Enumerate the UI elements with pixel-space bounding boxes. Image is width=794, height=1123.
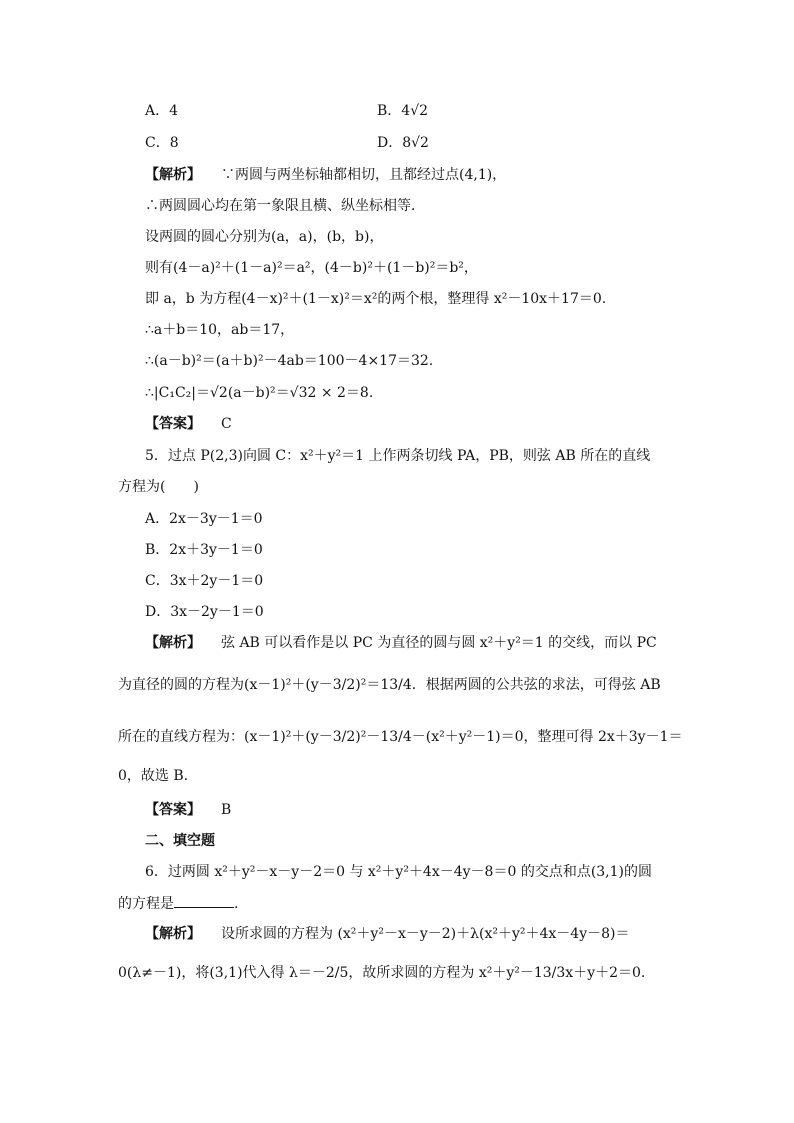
answer-value: C bbox=[221, 416, 232, 432]
q6-stem-end: . bbox=[234, 896, 239, 912]
solution-tag: 【解析】 bbox=[145, 926, 201, 942]
section-title: 二、填空题 bbox=[145, 833, 215, 849]
q5-solution-line-2: 为直径的圆的方程为(x－1)²＋(y－3/2)²＝13/4．根据两圆的公共弦的求法，可得弦 AB bbox=[118, 677, 661, 693]
q4-solution-line-2: ∴两圆圆心均在第一象限且横、纵坐标相等． bbox=[145, 198, 425, 214]
option-d: D．8√2 bbox=[377, 135, 429, 151]
q4-solution-line-3: 设两圆的圆心分别为(a，a)，(b，b)， bbox=[145, 229, 384, 245]
option-c: C．8 bbox=[145, 135, 179, 151]
solution-tag: 【解析】 bbox=[145, 167, 201, 183]
q6-stem-text: 的方程是 bbox=[118, 896, 174, 912]
q4-solution-line-1 bbox=[145, 165, 506, 185]
q6-solution-line-1 bbox=[145, 924, 629, 944]
q6-stem-line-1: 6．过两圆 x²＋y²－x－y－2＝0 与 x²＋y²＋4x－4y－8＝0 的交点和点(3,1)的圆 bbox=[145, 864, 653, 880]
q5-option-a: A．2x－3y－1＝0 bbox=[145, 511, 263, 527]
q4-solution-line-6: ∴a＋b＝10，ab＝17， bbox=[145, 322, 295, 338]
q5-solution-line-4: 0，故选 B. bbox=[118, 768, 189, 784]
answer-value: B bbox=[221, 802, 232, 818]
answer-blank bbox=[174, 893, 234, 908]
q6-solution-line-2: 0(λ≠－1)，将(3,1)代入得 λ＝－2/5，故所求圆的方程为 x²＋y²－13/3x＋y＋2＝0. bbox=[118, 965, 646, 981]
q4-answer bbox=[145, 414, 232, 434]
q5-solution-line-3: 所在的直线方程为：(x－1)²＋(y－3/2)²－13/4－(x²＋y²－1)＝0，整理可得 2x＋3y－1＝ bbox=[118, 729, 683, 745]
q6-stem-line-2 bbox=[118, 893, 238, 914]
q5-stem-line-2: 方程为( ) bbox=[118, 479, 199, 495]
option-b: B．4√2 bbox=[377, 103, 429, 119]
solution-text: 设所求圆的方程为 (x²＋y²－x－y－2)＋λ(x²＋y²＋4x－4y－8)＝ bbox=[221, 926, 630, 942]
q5-answer bbox=[145, 800, 231, 820]
q5-solution-line-1 bbox=[145, 633, 657, 653]
q4-solution-line-8: ∴|C₁C₂|＝√2(a－b)²＝√32 × 2＝8. bbox=[145, 385, 374, 401]
q4-solution-line-5: 即 a，b 为方程(4－x)²＋(1－x)²＝x²的两个根，整理得 x²－10x＋17＝0. bbox=[145, 291, 607, 307]
q4-solution-line-4: 则有(4－a)²＋(1－a)²＝a²，(4－b)²＋(1－b)²＝b²， bbox=[145, 260, 478, 276]
q4-solution-line-7: ∴(a－b)²＝(a＋b)²－4ab＝100－4×17＝32. bbox=[145, 353, 434, 369]
solution-text: 弦 AB 可以看作是以 PC 为直径的圆与圆 x²＋y²＝1 的交线，而以 PC bbox=[221, 635, 657, 651]
answer-tag: 【答案】 bbox=[145, 416, 201, 432]
q5-option-d: D．3x－2y－1＝0 bbox=[145, 604, 264, 620]
solution-tag: 【解析】 bbox=[145, 635, 201, 651]
answer-tag: 【答案】 bbox=[145, 802, 201, 818]
solution-text: ∵两圆与两坐标轴都相切，且都经过点(4,1)， bbox=[221, 167, 507, 183]
q5-option-c: C．3x＋2y－1＝0 bbox=[145, 573, 264, 589]
q5-stem-line-1: 5．过点 P(2,3)向圆 C：x²＋y²＝1 上作两条切线 PA，PB，则弦 AB 所在的直线 bbox=[145, 448, 651, 464]
option-a: A．4 bbox=[145, 103, 179, 119]
q5-option-b: B．2x＋3y－1＝0 bbox=[145, 542, 263, 558]
